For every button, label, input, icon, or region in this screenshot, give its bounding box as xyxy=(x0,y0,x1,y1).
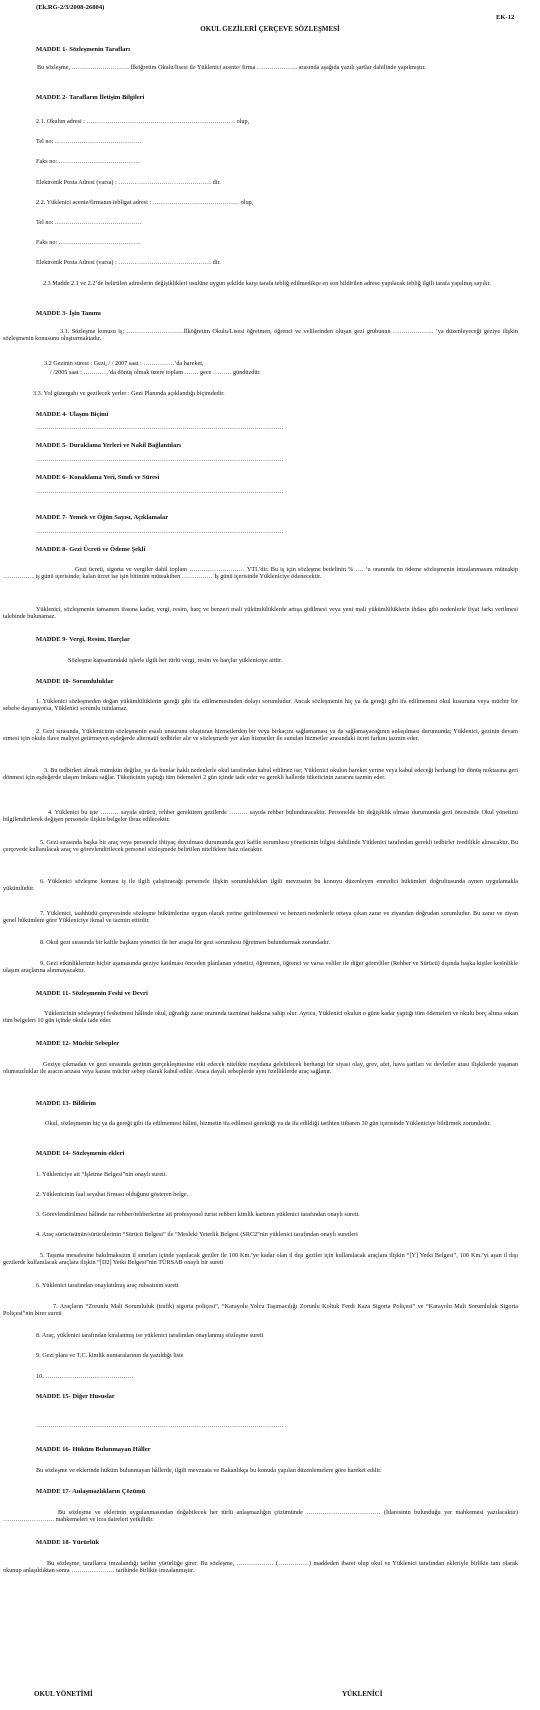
article-17-title: MADDE 17- Anlaşmazlıkların Çözümü xyxy=(36,1488,146,1495)
article-16-text: Bu sözleşme ve eklerinde hüküm bulunmayan hâllerde, ilgili mevzuata ve Bakanlıkça bu konuda yapılan düzenlemelere göre hareket edilir. xyxy=(36,1467,382,1474)
article-18-title: MADDE 18- Yürürlük xyxy=(36,1539,99,1546)
regulation-reference: (Ek.RG-2/3/2008-26804) xyxy=(36,4,105,11)
article-8-payment-text: Gezi ücreti, sigorta ve vergiler dahil toplam ……………………… YTL’dir. Bu iş için sözleşme bedelinin % …. ‘u oranında ön ödeme sözleşmenin imzalanmasını müteakip …………… iş günü içerisinde; kalan ücret ise işin bitimini müteakiben …………… İş günü içerisinde Yükleniciye ödenecektir. xyxy=(3,566,518,581)
contractor-fax-line: Faks no: …………………………………. xyxy=(36,239,141,246)
route-line: 3.3. Yol güzergahı ve gezilecek yerler : Gezi Planında açıklandığı biçimdedir. xyxy=(33,390,225,397)
article-4-blank: ………………………………………………………………………………………………………… xyxy=(36,424,284,431)
article-7-blank: ………………………………………………………………………………………………………… xyxy=(36,528,284,535)
article-8-title: MADDE 8- Gezi Ücreti ve Ödeme Şekli xyxy=(36,546,146,553)
school-fax-line: Faks no: …………………………………. xyxy=(36,158,141,165)
responsibility-8: 8. Okul gezi sırasında bir kafile başkanı yönetici ile her araçta bir gezi sorumlusu öğretmen bulundurmak zorundadır. xyxy=(40,939,331,946)
article-6-title: MADDE 6- Konaklama Yeri, Sınıfı ve Süresi xyxy=(36,474,160,481)
responsibility-4: 4. Yüklenici bu işte ……… sayıda sürücü, rehber gerektiren gezilerde ……… sayıda rehber bulunduracaktır. Personelde bir değişiklik olması durumunda gezi öncesinde Okul yönetimi bilgilendirilerek değişen personele ilişkin belgeler ibraz edilecektir. xyxy=(3,809,518,824)
annex-item-5: 5. Taşıma mesafesine bakılmaksızın il sınırları içinde yapılacak geziler ile 100 Km.’ye kadar olan il dışı geziler için kullanılacak araçlara ilişkin “[Y] Yetki Belgesi”, 100 Km.’yi aşan il dışı gezilerde kullanılacak araçlara ilişkin “[D2] Yetki Belgesi”nin TÜRSAB onaylı bir sureti xyxy=(3,1252,518,1267)
annex-item-10: 10. ……………………………………. xyxy=(36,1373,134,1380)
article-7-title: MADDE 7- Yemek ve Öğün Sayısı, Açıklamalar xyxy=(36,514,169,521)
article-3-1-text: 3.1. Sözleşme konusu iş; ……………………….İlköğretim Okulu/Lisesi öğretmen, öğrenci ve velilerinden oluşan gezi grubunun ……………….. ’ya düzenleyeceği geziye ilişkin sözleşmenin konusunu oluşturmaktadır. xyxy=(3,328,518,343)
article-3-title: MADDE 3- İşin Tanımı xyxy=(36,310,101,317)
responsibility-3: 3. Bu tedbirleri almak mümkün değilse, ya da bunlar haklı nedenlerle okul tarafından kabul edilmez ise; Yüklenici okulun hareket yerine veya kabul edeceği herhangi bir dönüş noktasına geri dönmesi için eşdeğerde ulaşım imkanı sağlar. Tüketicinin yaptığı tüm ödemeleri 2 gün içinde iade eder ve gerekli hallerde tüketicinin zararını tazmin eder. xyxy=(3,767,518,782)
responsibility-5: 5. Gezi sırasında başka bir araç veya personele ihtiyaç duyulması durumunda gezi kafile sorumlusu yöneticinin bilgisi dahilinde Yüklenici tarafından gerekli tedbirler ivedilikle alınacaktır. Bu çerçevede kullanılacak araç ve görevlendirilecek personel sözleşmede belirtilen niteliklere haiz olacaktır. xyxy=(3,839,518,854)
article-2-3-text: 2.3 Madde 2.1 ve 2.2’de belirtilen adreslerin değişiklikleri usulüne uygun şekilde karşı tarafa tebliğ edilmedikçe en son bildirilen adrese yapılacak tebliğ ilgili tarafa yapılmış sayılır. xyxy=(43,280,491,287)
trip-duration-line-1: 3.2 Gezinin süresi : Gezi, / / 2007 saat : ……………’da hareket, xyxy=(44,360,204,367)
annex-item-4: 4. Araç sürücüsünün/sürücülerinin “Sürücü Belgesi” ile “Mesleki Yeterlik Belgesi (SRC2”nin yüklenici tarafından onaylı suretleri xyxy=(36,1231,358,1238)
contractor-email-line: Elektronik Posta Adresi (varsa) : ……………………………………… dir. xyxy=(36,259,221,266)
article-18-text: Bu sözleşme, taraflarca imzalandığı tarihte yürürlüğe girer. Bu sözleşme, ……………… (……………) maddeden ibaret olup okul ve Yüklenici tarafından ekleriyle birlikte tam olarak okunup anlaşıldıktan sonra ………………… tarihinde birlikte imzalanmıştır. xyxy=(3,1560,518,1575)
article-14-title: MADDE 14- Sözleşmenin ekleri xyxy=(36,1150,125,1157)
article-9-text: Sözleşme kapsamındaki işlerle ilgili her türlü vergi, resim ve harçlar yükleniciye aittir. xyxy=(68,657,283,664)
appendix-code: EK-12 xyxy=(496,14,515,21)
article-8-price-diff-text: Yüklenici, sözleşmenin tamamen ifasına kadar, vergi, resim, harç ve benzeri mali yükümlülüklerde artışa gidilmesi veya yeni mali yükümlülüklerin ihdası gibi nedenlerle fiyat farkı verilmesi talebinde bulunamaz. xyxy=(3,606,518,621)
school-address-line: 2.1. Okulun adresi : ……………………………………………………………… olup, xyxy=(36,118,250,125)
article-4-title: MADDE 4- Ulaşım Biçimi xyxy=(36,411,109,418)
responsibility-9: 9. Gezi etkinliklerinin hiçbir aşamasında geziye katılması önceden planlanan yönetici, öğretmen, öğrenci ve varsa veliler ile diğer görevliler (Rehber ve Sürücü) dışında başka kişiler kesinlikle ulaşım araçlarına alınmayacaktır. xyxy=(3,960,518,975)
article-13-text: Okul, sözleşmenin hiç ya da gereği gibi ifa edilmemesi hâlini, hizmetin ifa edilmesi gerektiği ya da ifa edildiği tarihten itibaren 30 gün içerisinde Yükleniciye bildirmek zorundadır. xyxy=(45,1120,491,1127)
article-16-title: MADDE 16- Hüküm Bulunmayan Hâller xyxy=(36,1446,151,1453)
article-15-title: MADDE 15- Diğer Hususlar xyxy=(36,1393,115,1400)
article-2-title: MADDE 2- Tarafların İletişim Bilgileri xyxy=(36,94,145,101)
school-email-line: Elektronik Posta Adresi (varsa) : ……………………………………… dir. xyxy=(36,179,221,186)
contractor-phone-line: Tel no: …………………………………… xyxy=(36,219,142,226)
article-5-blank: ………………………………………………………………………………………………………… xyxy=(36,456,284,463)
article-15-blank: ………………………………………………………………………………………………………… xyxy=(36,1422,284,1429)
contractor-address-line: 2.2. Yüklenici acente/firmanın tebligat adresi : …………………………………… olup, xyxy=(36,199,254,206)
article-6-blank: ………………………………………………………………………………………………………… xyxy=(36,488,284,495)
contractor-signature-label: YÜKLENİCİ xyxy=(342,1690,383,1698)
responsibility-2: 2. Gezi sırasında, Yüklenicinin sözleşmenin esaslı unsurunu oluşturan hizmetlerden bir veya birkaçını sağlamaması ya da sağlamayacağının anlaşılması durumunda; Yüklenici, gezinin devam etmesi için okulu ilave maliyet getirmeyen eşdeğerde alternatif tedbirler alır ve sözleşmede yer alan hizmetler ile sunulan hizmetler arasındaki ücret farkını tazmin eder. xyxy=(3,728,518,743)
article-17-text: Bu sözleşme ve eklerinin uygulanmasından doğabilecek her türlü anlaşmazlığın çözümünde ……………………………… (İdaresinin bulunduğu yer mahkemesi yazılacaktır) ……………………. mahkemeleri ve icra daireleri yetkilidir. xyxy=(3,1509,518,1524)
annex-item-6: 6. Yüklenici tarafından onaylatılmış araç ruhsatının sureti xyxy=(36,1282,179,1289)
article-11-title: MADDE 11- Sözleşmenin Feshi ve Devri xyxy=(36,990,148,997)
article-5-title: MADDE 5- Duraklama Yerleri ve Nakil Bağlantıları xyxy=(36,442,181,449)
article-13-title: MADDE 13- Bildirim xyxy=(36,1100,96,1107)
annex-item-9: 9. Gezi planı ve T.C. kimlik numaralarının da yazıldığı liste xyxy=(36,1352,184,1359)
school-phone-line: Tel no: …………………………………… xyxy=(36,138,142,145)
document-title: OKUL GEZİLERİ ÇERÇEVE SÖZLEŞMESİ xyxy=(200,25,340,33)
responsibility-6: 6. Yüklenici sözleşme konusu iş ile ilgili çalıştıracağı personele ilişkin sorumlulukları ilgili mevzuatın bu konuyu düzenleyen emredici hükümleri doğrultusunda aynen uygulamakla yükümlüdür. xyxy=(3,878,518,893)
article-11-text: Yüklenicinin sözleşmeyi feshetmesi hâlinde okul, uğradığı zarar oranında tazminat hakkına sahip olur. Ayrıca, Yüklenici okulun o güne kadar yaptığı tüm ödemeleri ve okulu borç altına sokan tüm belgeleri 10 gün içinde okula iade eder. xyxy=(3,1010,518,1025)
annex-item-7: 7. Araçların “Zorunlu Mali Sorumluluk (trafik) sigorta poliçesi”, “Karayolu Yolcu Taşımacılığı Zorunlu Koltuk Ferdi Kaza Sigorta Poliçesi” ve “Karayolu Mali Sorumluluk Sigorta Poliçesi”nin birer sureti xyxy=(3,1303,518,1318)
annex-item-2: 2. Yüklenicinin faal seyahat firması olduğunu gösteren belge. xyxy=(36,1191,189,1198)
school-management-signature-label: OKUL YÖNETİMİ xyxy=(34,1690,93,1698)
article-12-text: Geziye çıkmadan ve gezi sırasında gezinin gerçekleşmesine etki edecek nitelikte meydana gelebilecek herhangi bir siyasi olay, grev, afet, hava şartları ve devletler arası ilişkilerde yaşanan olumsuzluklar ile aracın arızası veya kazası mücbir sebep olarak kabul edilir. Araca dayalı sebeplerde aynı özelliklerde araç sağlanır. xyxy=(3,1061,518,1076)
annex-item-3: 3. Görevlendirilmesi hâlinde tur rehber/rehberlerine ait profesyonel turist rehberi kimlik kartının yüklenici tarafından onaylı sureti. xyxy=(36,1211,360,1218)
article-12-title: MADDE 12- Mücbir Sebepler xyxy=(36,1040,120,1047)
article-1-text: Bu sözleşme, ………………………. İlköğretim Okulu/lisesi ile Yüklenici acente/ firma ……………….. arasında aşağıda yazılı şartlar dahilinde yapılmıştır. xyxy=(37,64,426,71)
annex-item-1: 1. Yükleniciye ait “İşletme Belgesi”nin onaylı sureti. xyxy=(36,1171,168,1178)
trip-duration-line-2: / /2005 saat : …………’da dönüş olmak üzere toplam ……. gece ……… gündüzdür. xyxy=(50,369,261,376)
article-9-title: MADDE 9- Vergi, Resim, Harçlar xyxy=(36,636,130,643)
responsibility-7: 7. Yüklenici, taahhüdü çerçevesinde sözleşme hükümlerine uygun olarak yerine getirilmemesi ve benzeri nedenlerle ortaya çıkan zarar ve ziyandan doğrudan sorumludur. Bu zarar ve ziyan genel hükümlere göre Yükleniciye ikmal ve tazmin ettirilir. xyxy=(3,910,518,925)
annex-item-8: 8. Araç, yüklenici tarafından kiralanmış ise yüklenici tarafından onaylanmış sözleşme sureti xyxy=(36,1332,264,1339)
article-10-title: MADDE 10- Sorumluluklar xyxy=(36,678,114,685)
responsibility-1: 1. Yüklenici sözleşmeden doğan yükümlülüklerin gereği gibi ifa edilmemesinden dolayı sorumludur. Ancak sözleşmenin hiç ya da gereği gibi ifa edilmemesi okul kusuruna veya mücbir bir sebebe dayanıyorsa, Yüklenici sorumlu tutulamaz. xyxy=(3,698,518,713)
article-1-title: MADDE 1- Sözleşmenin Tarafları xyxy=(36,46,131,53)
